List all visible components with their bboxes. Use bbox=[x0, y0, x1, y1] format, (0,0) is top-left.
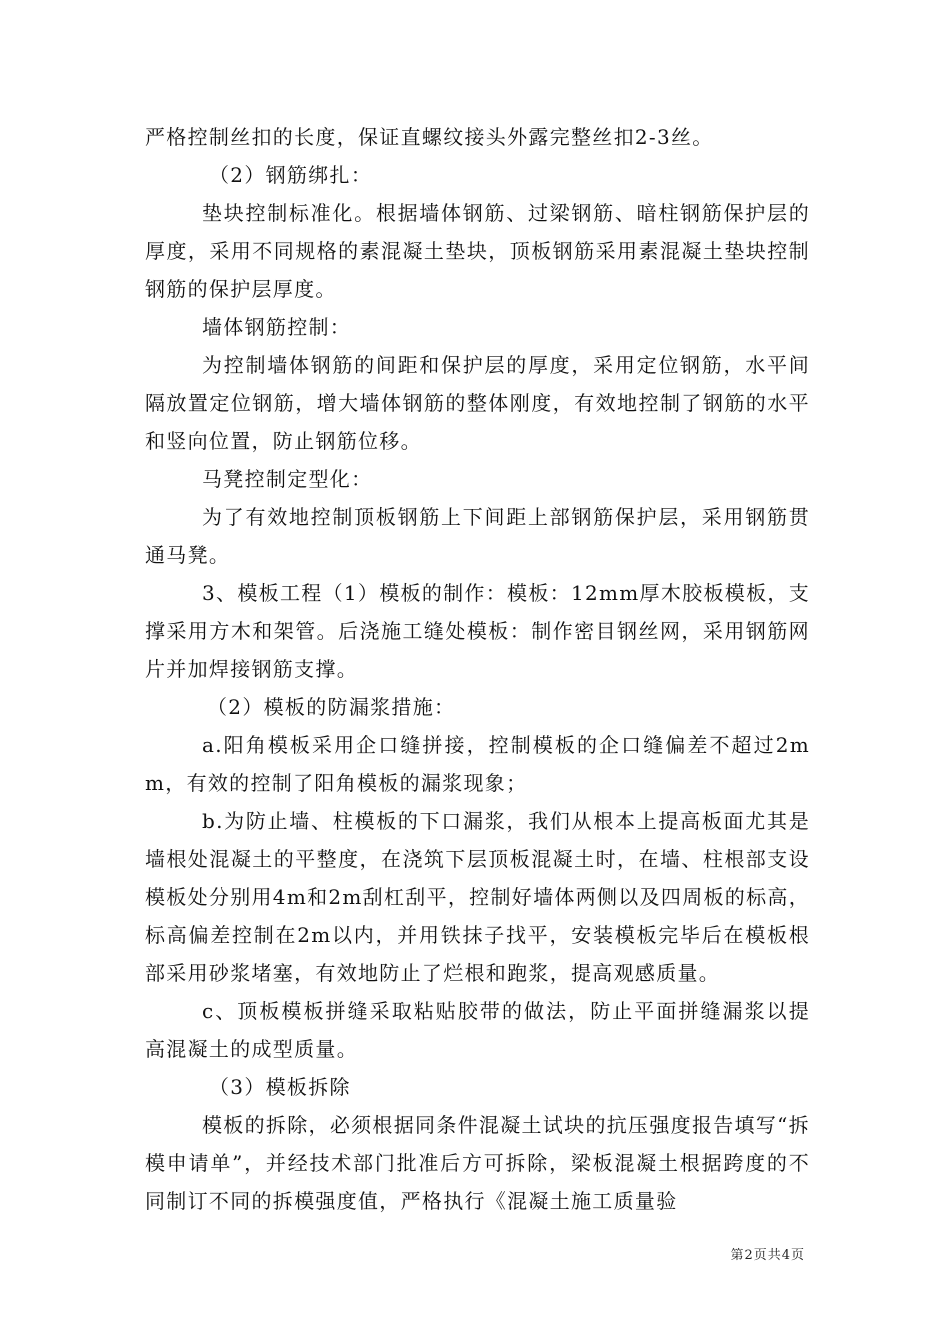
paragraph-4: 墙体钢筋控制： bbox=[202, 315, 352, 339]
paragraph-10: a.阳角模板采用企口缝拼接，控制模板的企口缝偏差不超过2mm，有效的控制了阳角模板的漏浆现象； bbox=[145, 733, 810, 795]
paragraph-14: 模板的拆除，必须根据同条件混凝土试块的抗压强度报告填写“拆模申请单”，并经技术部门批准后方可拆除，梁板混凝土根据跨度的不同制订不同的拆模强度值，严格执行《混凝土施工质量验 bbox=[145, 1113, 810, 1213]
paragraph-9: （2）模板的防漏浆措施： bbox=[207, 695, 456, 719]
paragraph-6: 马凳控制定型化： bbox=[202, 467, 373, 491]
paragraph-8: 3、模板工程（1）模板的制作：模板：12mm厚木胶板模板，支撑采用方木和架管。后浇施工缝处模板：制作密目钢丝网，采用钢筋网片并加焊接钢筋支撑。 bbox=[145, 581, 810, 681]
paragraph-11: b.为防止墙、柱模板的下口漏浆，我们从根本上提高板面尤其是墙根处混凝土的平整度，在浇筑下层顶板混凝土时，在墙、柱根部支设模板处分别用4m和2m刮杠刮平，控制好墙体两侧以及四周板的标高，标高偏差控制在2m以内，并用铁抹子找平，安装模板完毕后在模板根部采用砂浆堵塞，有效地防止了烂根和跑浆，提高观感质量。 bbox=[145, 809, 810, 985]
paragraph-1: 严格控制丝扣的长度，保证直螺纹接头外露完整丝扣2-3丝。 bbox=[145, 125, 714, 149]
paragraph-2: （2）钢筋绑扎： bbox=[209, 163, 373, 187]
page-number: 第2页共4页 bbox=[730, 1248, 805, 1263]
paragraph-5: 为控制墙体钢筋的间距和保护层的厚度，采用定位钢筋，水平间隔放置定位钢筋，增大墙体钢筋的整体刚度，有效地控制了钢筋的水平和竖向位置，防止钢筋位移。 bbox=[145, 353, 810, 453]
document-body bbox=[145, 118, 810, 1220]
paragraph-13: （3）模板拆除 bbox=[209, 1075, 351, 1099]
paragraph-3: 垫块控制标准化。根据墙体钢筋、过梁钢筋、暗柱钢筋保护层的厚度，采用不同规格的素混凝土垫块，顶板钢筋采用素混凝土垫块控制钢筋的保护层厚度。 bbox=[145, 201, 810, 301]
paragraph-12: c、顶板模板拼缝采取粘贴胶带的做法，防止平面拼缝漏浆以提高混凝土的成型质量。 bbox=[145, 999, 810, 1061]
paragraph-7: 为了有效地控制顶板钢筋上下间距上部钢筋保护层，采用钢筋贯通马凳。 bbox=[145, 505, 810, 567]
